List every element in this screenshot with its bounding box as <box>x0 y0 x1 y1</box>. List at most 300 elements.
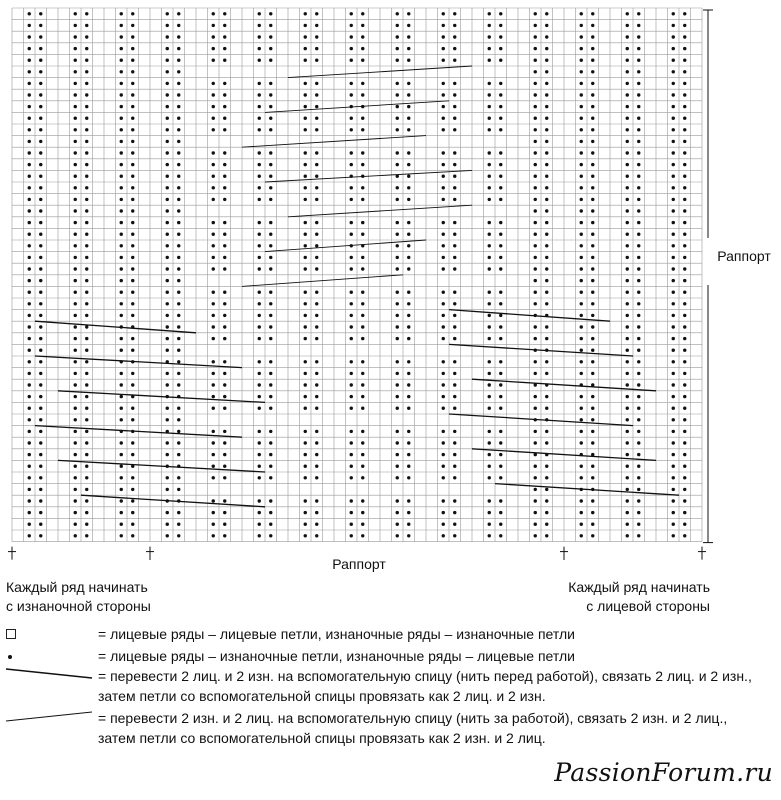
purl-dot <box>28 221 31 224</box>
purl-dot <box>304 93 307 96</box>
purl-dot <box>396 372 399 375</box>
purl-dot <box>626 151 629 154</box>
purl-dot <box>361 117 364 120</box>
purl-dot <box>258 24 261 27</box>
purl-dot <box>683 198 686 201</box>
purl-dot <box>591 198 594 201</box>
purl-dot <box>39 279 42 282</box>
purl-dot <box>74 465 77 468</box>
purl-dot <box>453 256 456 259</box>
purl-dot <box>442 163 445 166</box>
purl-dot <box>39 523 42 526</box>
purl-dot <box>304 383 307 386</box>
purl-dot <box>304 302 307 305</box>
purl-dot <box>453 175 456 178</box>
purl-dot <box>683 314 686 317</box>
purl-dot <box>683 12 686 15</box>
purl-dot <box>407 267 410 270</box>
purl-dot <box>304 35 307 38</box>
purl-dot <box>39 105 42 108</box>
purl-dot <box>350 291 353 294</box>
purl-dot <box>269 233 272 236</box>
purl-dot <box>131 47 134 50</box>
purl-dot <box>396 151 399 154</box>
purl-dot <box>315 325 318 328</box>
purl-dot <box>166 476 169 479</box>
purl-dot <box>131 256 134 259</box>
purl-dot <box>258 372 261 375</box>
purl-dot <box>177 117 180 120</box>
purl-dot <box>442 325 445 328</box>
purl-dot <box>534 523 537 526</box>
purl-dot <box>28 337 31 340</box>
purl-dot <box>626 383 629 386</box>
purl-dot <box>580 418 583 421</box>
purl-dot <box>626 499 629 502</box>
purl-dot <box>223 24 226 27</box>
purl-dot <box>223 221 226 224</box>
purl-dot <box>591 256 594 259</box>
purl-dot <box>442 105 445 108</box>
purl-dot <box>177 140 180 143</box>
purl-dot <box>131 70 134 73</box>
purl-dot <box>74 151 77 154</box>
purl-dot <box>212 476 215 479</box>
purl-dot <box>488 59 491 62</box>
purl-dot <box>212 59 215 62</box>
purl-dot <box>545 291 548 294</box>
purl-dot <box>315 499 318 502</box>
purl-dot <box>350 407 353 410</box>
purl-dot <box>672 47 675 50</box>
purl-dot <box>74 244 77 247</box>
purl-dot <box>637 256 640 259</box>
purl-dot <box>28 244 31 247</box>
purl-dot <box>361 93 364 96</box>
purl-dot <box>499 360 502 363</box>
purl-dot <box>39 407 42 410</box>
purl-dot <box>534 47 537 50</box>
purl-dot <box>591 221 594 224</box>
purl-dot <box>534 221 537 224</box>
purl-dot <box>626 128 629 131</box>
purl-dot <box>672 70 675 73</box>
purl-dot <box>453 221 456 224</box>
purl-dot <box>453 360 456 363</box>
purl-dot <box>499 35 502 38</box>
purl-dot <box>39 499 42 502</box>
purl-dot <box>488 291 491 294</box>
purl-dot <box>28 256 31 259</box>
watermark: PassionForum.ru <box>554 758 773 787</box>
purl-dot <box>580 59 583 62</box>
purl-dot <box>39 175 42 178</box>
purl-dot <box>488 511 491 514</box>
purl-dot <box>85 418 88 421</box>
purl-dot <box>672 453 675 456</box>
purl-dot <box>131 407 134 410</box>
purl-dot <box>177 476 180 479</box>
purl-dot <box>120 70 123 73</box>
purl-dot <box>74 337 77 340</box>
purl-dot <box>534 325 537 328</box>
purl-dot <box>28 476 31 479</box>
purl-dot <box>499 151 502 154</box>
purl-dot <box>637 325 640 328</box>
purl-dot <box>120 82 123 85</box>
purl-dot <box>85 233 88 236</box>
purl-dot <box>269 117 272 120</box>
purl-dot <box>28 82 31 85</box>
purl-dot <box>74 209 77 212</box>
purl-dot <box>269 105 272 108</box>
purl-dot <box>672 198 675 201</box>
purl-dot <box>453 407 456 410</box>
purl-dot <box>683 418 686 421</box>
purl-dot <box>269 47 272 50</box>
purl-dot <box>361 47 364 50</box>
purl-dot <box>39 360 42 363</box>
purl-dot <box>350 24 353 27</box>
purl-dot <box>28 314 31 317</box>
purl-dot <box>304 117 307 120</box>
purl-dot <box>672 267 675 270</box>
purl-dot <box>212 93 215 96</box>
purl-dot <box>223 151 226 154</box>
purl-dot <box>442 511 445 514</box>
purl-dot <box>120 35 123 38</box>
purl-dot <box>74 128 77 131</box>
purl-dot <box>626 105 629 108</box>
purl-dot <box>396 35 399 38</box>
purl-dot <box>223 360 226 363</box>
purl-dot <box>407 221 410 224</box>
purl-dot <box>407 314 410 317</box>
purl-dot <box>534 244 537 247</box>
purl-dot <box>120 337 123 340</box>
purl-dot <box>177 279 180 282</box>
purl-dot <box>683 128 686 131</box>
purl-dot <box>396 12 399 15</box>
purl-dot <box>166 314 169 317</box>
purl-dot <box>407 476 410 479</box>
purl-dot <box>637 244 640 247</box>
purl-dot <box>131 267 134 270</box>
purl-dot <box>304 337 307 340</box>
purl-dot <box>453 93 456 96</box>
purl-dot <box>85 117 88 120</box>
purl-dot <box>534 175 537 178</box>
purl-dot <box>488 105 491 108</box>
purl-dot <box>120 488 123 491</box>
purl-dot <box>407 395 410 398</box>
purl-dot <box>120 233 123 236</box>
purl-dot <box>166 198 169 201</box>
purl-dot <box>488 441 491 444</box>
purl-dot <box>212 186 215 189</box>
purl-dot <box>545 325 548 328</box>
purl-dot <box>74 383 77 386</box>
purl-dot <box>672 105 675 108</box>
purl-dot <box>534 360 537 363</box>
purl-dot <box>223 499 226 502</box>
purl-dot <box>361 35 364 38</box>
purl-dot <box>396 407 399 410</box>
purl-dot <box>269 314 272 317</box>
purl-dot <box>212 453 215 456</box>
purl-dot <box>361 441 364 444</box>
purl-dot <box>258 383 261 386</box>
purl-dot <box>396 302 399 305</box>
purl-dot <box>637 360 640 363</box>
purl-dot <box>396 82 399 85</box>
purl-dot <box>545 82 548 85</box>
purl-dot <box>120 534 123 537</box>
purl-dot <box>453 186 456 189</box>
purl-dot <box>396 453 399 456</box>
purl-dot <box>488 314 491 317</box>
purl-dot <box>28 488 31 491</box>
purl-dot <box>580 476 583 479</box>
purl-dot <box>637 12 640 15</box>
purl-dot <box>85 82 88 85</box>
purl-dot <box>672 372 675 375</box>
purl-dot <box>545 372 548 375</box>
purl-dot <box>39 256 42 259</box>
purl-dot <box>315 47 318 50</box>
purl-dot <box>177 198 180 201</box>
purl-dot <box>591 407 594 410</box>
purl-dot <box>177 418 180 421</box>
purl-dot <box>488 186 491 189</box>
purl-dot <box>177 453 180 456</box>
purl-dot <box>177 523 180 526</box>
purl-dot <box>672 441 675 444</box>
purl-dot <box>488 12 491 15</box>
purl-dot <box>120 93 123 96</box>
purl-dot <box>545 24 548 27</box>
purl-dot <box>120 395 123 398</box>
purl-dot <box>85 59 88 62</box>
purl-dot <box>499 128 502 131</box>
purl-dot <box>120 441 123 444</box>
purl-dot <box>637 93 640 96</box>
purl-dot <box>591 151 594 154</box>
purl-dot <box>315 476 318 479</box>
purl-dot <box>131 93 134 96</box>
purl-dot <box>212 117 215 120</box>
purl-dot <box>212 175 215 178</box>
purl-dot <box>580 12 583 15</box>
purl-dot <box>545 244 548 247</box>
purl-dot <box>361 360 364 363</box>
purl-dot <box>269 465 272 468</box>
purl-dot <box>626 244 629 247</box>
purl-dot <box>637 186 640 189</box>
purl-dot <box>304 511 307 514</box>
purl-dot <box>499 430 502 433</box>
purl-dot <box>120 291 123 294</box>
purl-dot <box>269 82 272 85</box>
purl-dot <box>28 499 31 502</box>
purl-dot <box>534 279 537 282</box>
purl-dot <box>39 302 42 305</box>
purl-dot <box>499 93 502 96</box>
purl-dot <box>39 12 42 15</box>
purl-dot <box>683 117 686 120</box>
purl-dot <box>85 140 88 143</box>
purl-dot <box>442 198 445 201</box>
purl-dot <box>74 82 77 85</box>
purl-dot <box>177 221 180 224</box>
purl-dot <box>407 453 410 456</box>
purl-dot <box>131 82 134 85</box>
purl-dot <box>637 418 640 421</box>
purl-dot <box>258 105 261 108</box>
purl-dot <box>74 140 77 143</box>
purl-dot <box>499 453 502 456</box>
purl-dot <box>39 244 42 247</box>
purl-dot <box>131 233 134 236</box>
purl-dot <box>28 360 31 363</box>
purl-dot <box>637 24 640 27</box>
purl-dot <box>442 302 445 305</box>
purl-dot <box>672 93 675 96</box>
purl-dot <box>212 407 215 410</box>
purl-dot <box>534 499 537 502</box>
purl-dot <box>499 314 502 317</box>
purl-dot <box>591 499 594 502</box>
legend-text: = перевести 2 лиц. и 2 изн. на вспомогательную спицу (нить перед работой), связать 2 лиц. и 2 изн., затем петли со вспомогательной спицы провязать как 2 лиц. и 2 изн. <box>98 668 752 704</box>
purl-dot <box>626 186 629 189</box>
purl-dot <box>28 128 31 131</box>
purl-dot <box>488 523 491 526</box>
purl-dot <box>315 314 318 317</box>
purl-dot <box>453 117 456 120</box>
purl-dot <box>683 221 686 224</box>
purl-dot <box>28 534 31 537</box>
purl-dot <box>407 93 410 96</box>
purl-dot <box>223 453 226 456</box>
purl-dot <box>683 360 686 363</box>
purl-dot <box>672 430 675 433</box>
purl-dot <box>74 360 77 363</box>
purl-dot <box>177 430 180 433</box>
purl-dot <box>672 209 675 212</box>
purl-dot <box>258 175 261 178</box>
purl-dot <box>407 117 410 120</box>
purl-dot <box>212 198 215 201</box>
purl-dot <box>534 465 537 468</box>
purl-dot <box>361 233 364 236</box>
purl-dot <box>223 256 226 259</box>
purl-dot <box>39 511 42 514</box>
purl-dot <box>545 534 548 537</box>
purl-dot <box>499 256 502 259</box>
purl-dot <box>545 360 548 363</box>
purl-dot <box>580 70 583 73</box>
purl-dot <box>626 198 629 201</box>
purl-dot <box>683 267 686 270</box>
purl-dot <box>258 523 261 526</box>
purl-dot <box>361 372 364 375</box>
purl-dot <box>177 105 180 108</box>
purl-dot <box>85 523 88 526</box>
purl-dot <box>683 291 686 294</box>
purl-dot <box>166 59 169 62</box>
purl-dot <box>131 523 134 526</box>
purl-dot <box>361 186 364 189</box>
purl-dot <box>672 140 675 143</box>
purl-dot <box>591 93 594 96</box>
purl-dot <box>499 59 502 62</box>
purl-dot <box>545 59 548 62</box>
purl-dot <box>131 314 134 317</box>
purl-dot <box>74 35 77 38</box>
purl-dot <box>223 476 226 479</box>
purl-dot <box>488 360 491 363</box>
purl-dot <box>683 407 686 410</box>
purl-dot <box>258 534 261 537</box>
purl-dot <box>120 418 123 421</box>
purl-dot <box>304 325 307 328</box>
purl-dot <box>269 302 272 305</box>
purl-dot <box>166 279 169 282</box>
purl-dot <box>315 337 318 340</box>
purl-dot <box>534 12 537 15</box>
purl-dot <box>580 221 583 224</box>
purl-dot <box>396 221 399 224</box>
purl-dot <box>177 128 180 131</box>
purl-dot <box>361 534 364 537</box>
start-left-line2: с изнаночной стороны <box>6 598 151 614</box>
purl-dot <box>545 198 548 201</box>
purl-dot <box>453 163 456 166</box>
purl-dot <box>442 395 445 398</box>
purl-dot <box>361 453 364 456</box>
purl-dot <box>637 163 640 166</box>
purl-dot <box>407 360 410 363</box>
purl-dot <box>120 267 123 270</box>
purl-dot <box>488 383 491 386</box>
purl-dot <box>74 163 77 166</box>
purl-dot <box>166 441 169 444</box>
purl-dot <box>488 233 491 236</box>
purl-dot <box>223 128 226 131</box>
purl-dot <box>534 372 537 375</box>
purl-dot <box>361 267 364 270</box>
purl-dot <box>637 291 640 294</box>
start-right-line1: Каждый ряд начинать <box>568 579 710 595</box>
purl-dot <box>304 244 307 247</box>
purl-dot <box>453 291 456 294</box>
purl-dot <box>74 93 77 96</box>
purl-dot <box>488 163 491 166</box>
purl-dot <box>453 372 456 375</box>
purl-dot <box>683 175 686 178</box>
purl-dot <box>396 59 399 62</box>
purl-dot <box>580 430 583 433</box>
purl-dot <box>499 47 502 50</box>
purl-dot <box>396 186 399 189</box>
purl-dot <box>488 395 491 398</box>
purl-dot <box>315 186 318 189</box>
purl-dot <box>534 82 537 85</box>
purl-dot <box>672 175 675 178</box>
empty-square-icon <box>0 624 95 642</box>
purl-dot <box>120 105 123 108</box>
purl-dot <box>120 523 123 526</box>
